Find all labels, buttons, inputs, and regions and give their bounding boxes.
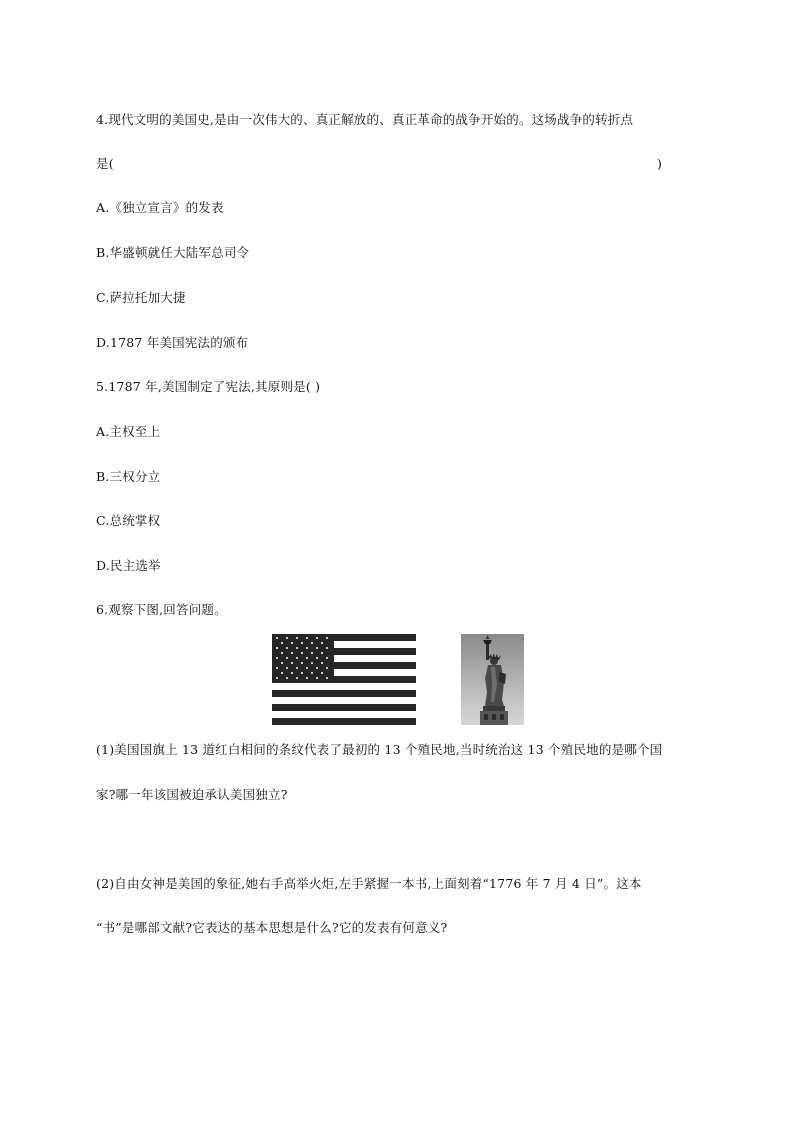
- flag-star: [276, 637, 278, 639]
- flag-star: [306, 647, 308, 649]
- flag-star: [311, 642, 313, 644]
- q4-option-c: C.萨拉托加大捷: [96, 290, 186, 305]
- flag-star: [276, 677, 278, 679]
- flag-star: [301, 642, 303, 644]
- flag-star: [286, 637, 288, 639]
- q5-stem: 5.1787 年,美国制定了宪法,其原则是( ): [96, 379, 321, 394]
- flag-star: [326, 667, 328, 669]
- flag-star: [281, 662, 283, 664]
- flag-star: [281, 642, 283, 644]
- flag-star: [286, 677, 288, 679]
- flag-star: [306, 667, 308, 669]
- flag-star: [296, 667, 298, 669]
- flag-star: [321, 652, 323, 654]
- flag-star: [326, 637, 328, 639]
- flag-star: [286, 657, 288, 659]
- flag-star: [316, 657, 318, 659]
- us-flag-icon: [272, 634, 416, 725]
- q6-sub1-line2: 家?哪一年该国被迫承认美国独立?: [96, 787, 288, 802]
- flag-star: [316, 677, 318, 679]
- flag-star: [291, 642, 293, 644]
- flag-star: [326, 677, 328, 679]
- q4-option-b: B.华盛顿就任大陆军总司令: [96, 245, 250, 260]
- flag-star: [311, 662, 313, 664]
- flag-star: [296, 647, 298, 649]
- q6-sub1-line1: (1)美国国旗上 13 道红白相间的条纹代表了最初的 13 个殖民地,当时统治这 13 个殖民地的是哪个国: [96, 742, 663, 757]
- flag-star: [281, 672, 283, 674]
- flag-star: [316, 667, 318, 669]
- flag-star: [296, 677, 298, 679]
- q4-stem-line1: 4.现代文明的美国史,是由一次伟大的、真正解放的、真正革命的战争开始的。这场战争的转折点: [96, 112, 634, 127]
- flag-star: [301, 652, 303, 654]
- flag-star: [286, 647, 288, 649]
- flag-star: [321, 672, 323, 674]
- flag-star: [311, 652, 313, 654]
- flag-star: [316, 637, 318, 639]
- flag-star: [306, 657, 308, 659]
- flag-star: [276, 647, 278, 649]
- q6-stem: 6.观察下图,回答问题。: [96, 602, 227, 617]
- statue-of-liberty-icon: [461, 634, 524, 725]
- q6-sub2-line1: (2)自由女神是美国的象征,她右手高举火炬,左手紧握一本书,上面刻着“1776 年 7 月 4 日”。这本: [96, 876, 642, 891]
- flag-star: [311, 672, 313, 674]
- flag-star: [321, 642, 323, 644]
- flag-star: [291, 672, 293, 674]
- q5-option-a: A.主权至上: [96, 424, 161, 439]
- q5-option-c: C.总统掌权: [96, 513, 161, 528]
- q4-stem-line2: 是(: [96, 156, 114, 171]
- flag-canton: [272, 634, 334, 683]
- flag-star: [321, 662, 323, 664]
- flag-star: [326, 647, 328, 649]
- q4-option-d: D.1787 年美国宪法的颁布: [96, 335, 249, 350]
- flag-star: [276, 657, 278, 659]
- flag-star: [276, 667, 278, 669]
- flag-star: [296, 657, 298, 659]
- q4-answer-bracket: ): [657, 156, 662, 171]
- q5-option-d: D.民主选举: [96, 558, 161, 573]
- flag-star: [316, 647, 318, 649]
- flag-star: [291, 652, 293, 654]
- flag-star: [291, 662, 293, 664]
- flag-star: [286, 667, 288, 669]
- q5-option-b: B.三权分立: [96, 469, 161, 484]
- flag-star: [326, 657, 328, 659]
- flag-star: [306, 637, 308, 639]
- flag-star: [301, 662, 303, 664]
- flag-star: [281, 652, 283, 654]
- flag-star: [306, 677, 308, 679]
- flag-star: [301, 672, 303, 674]
- flag-star: [296, 637, 298, 639]
- q4-option-a: A.《独立宣言》的发表: [96, 200, 224, 215]
- q6-sub2-line2: “书”是哪部文献?它表达的基本思想是什么?它的发表有何意义?: [96, 920, 448, 935]
